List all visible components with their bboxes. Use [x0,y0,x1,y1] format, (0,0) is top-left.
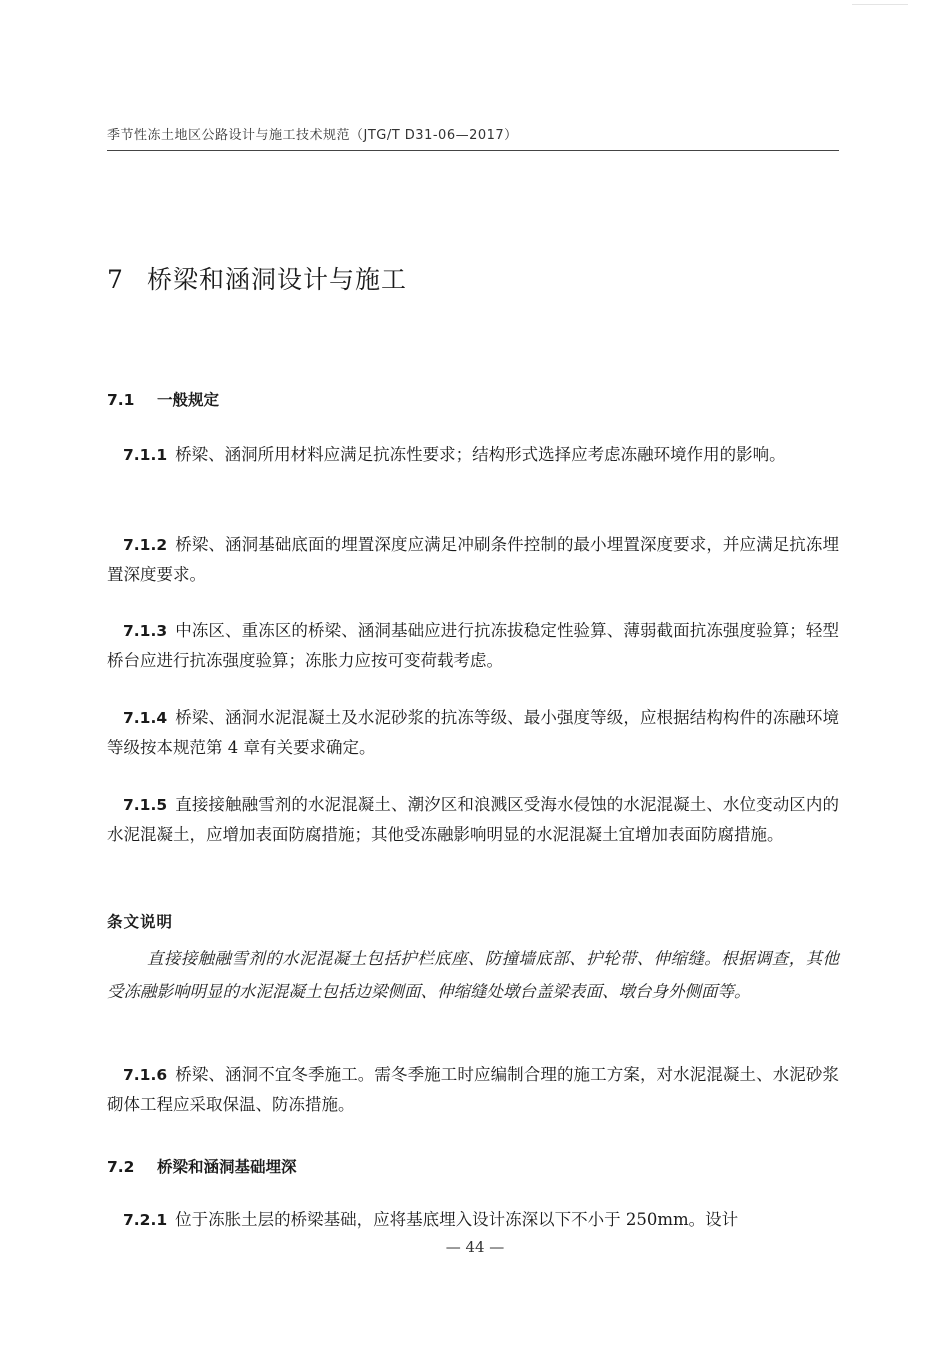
running-header: 季节性冻土地区公路设计与施工技术规范（JTG/T D31-06—2017） [107,128,518,143]
clause-7-1-4 [107,703,839,763]
explanation-title: 条文说明 [107,912,174,931]
section-title-text: 一般规定 [157,391,220,409]
clause-number: 7.1.4 [123,709,168,727]
chapter-title-text: 桥梁和涵洞设计与施工 [147,265,408,294]
clause-number: 7.1.3 [123,622,168,640]
clause-7-1-1 [107,440,839,470]
clause-number: 7.1.6 [123,1066,168,1084]
clause-number: 7.1.1 [123,446,168,464]
section-title-7-1 [107,388,219,410]
chapter-title [107,260,407,296]
clause-number: 7.1.2 [123,536,168,554]
chapter-number: 7 [107,265,124,294]
explanation-text: 直接接触融雪剂的水泥混凝土包括护栏底座、防撞墙底部、护轮带、伸缩缝。根据调查，其他受冻融影响明显的水泥混凝土包括边梁侧面、伸缩缝处墩台盖梁表面、墩台身外侧面等。 [107,949,839,1001]
header-rule [107,150,839,151]
clause-7-2-1 [107,1205,839,1235]
clause-text: 桥梁、涵洞不宜冬季施工。需冬季施工时应编制合理的施工方案，对水泥混凝土、水泥砂浆砌体工程应采取保温、防冻措施。 [107,1065,839,1114]
clause-7-1-5 [107,790,839,850]
clause-number: 7.2.1 [123,1211,168,1229]
clause-text: 桥梁、涵洞水泥混凝土及水泥砂浆的抗冻等级、最小强度等级，应根据结构构件的冻融环境等级按本规范第 4 章有关要求确定。 [107,708,839,757]
clause-7-1-6 [107,1060,839,1120]
section-number: 7.2 [107,1158,135,1176]
clause-text: 位于冻胀土层的桥梁基础，应将基底埋入设计冻深以下不小于 250mm。设计 [175,1210,739,1229]
clause-number: 7.1.5 [123,796,168,814]
clause-text: 桥梁、涵洞所用材料应满足抗冻性要求；结构形式选择应考虑冻融环境作用的影响。 [175,445,786,464]
scan-mark [852,4,908,5]
clause-text: 桥梁、涵洞基础底面的埋置深度应满足冲刷条件控制的最小埋置深度要求，并应满足抗冻埋置深度要求。 [107,535,839,584]
section-title-7-2 [107,1155,297,1177]
clause-text: 直接接触融雪剂的水泥混凝土、潮汐区和浪溅区受海水侵蚀的水泥混凝土、水位变动区内的水泥混凝土，应增加表面防腐措施；其他受冻融影响明显的水泥混凝土宜增加表面防腐措施。 [107,795,839,844]
page-number: — 44 — [445,1238,505,1256]
clause-7-1-3 [107,616,839,676]
clause-7-1-2 [107,530,839,590]
section-number: 7.1 [107,391,135,409]
clause-text: 中冻区、重冻区的桥梁、涵洞基础应进行抗冻拔稳定性验算、薄弱截面抗冻强度验算；轻型桥台应进行抗冻强度验算；冻胀力应按可变荷载考虑。 [107,621,839,670]
section-title-text: 桥梁和涵洞基础埋深 [157,1158,297,1176]
